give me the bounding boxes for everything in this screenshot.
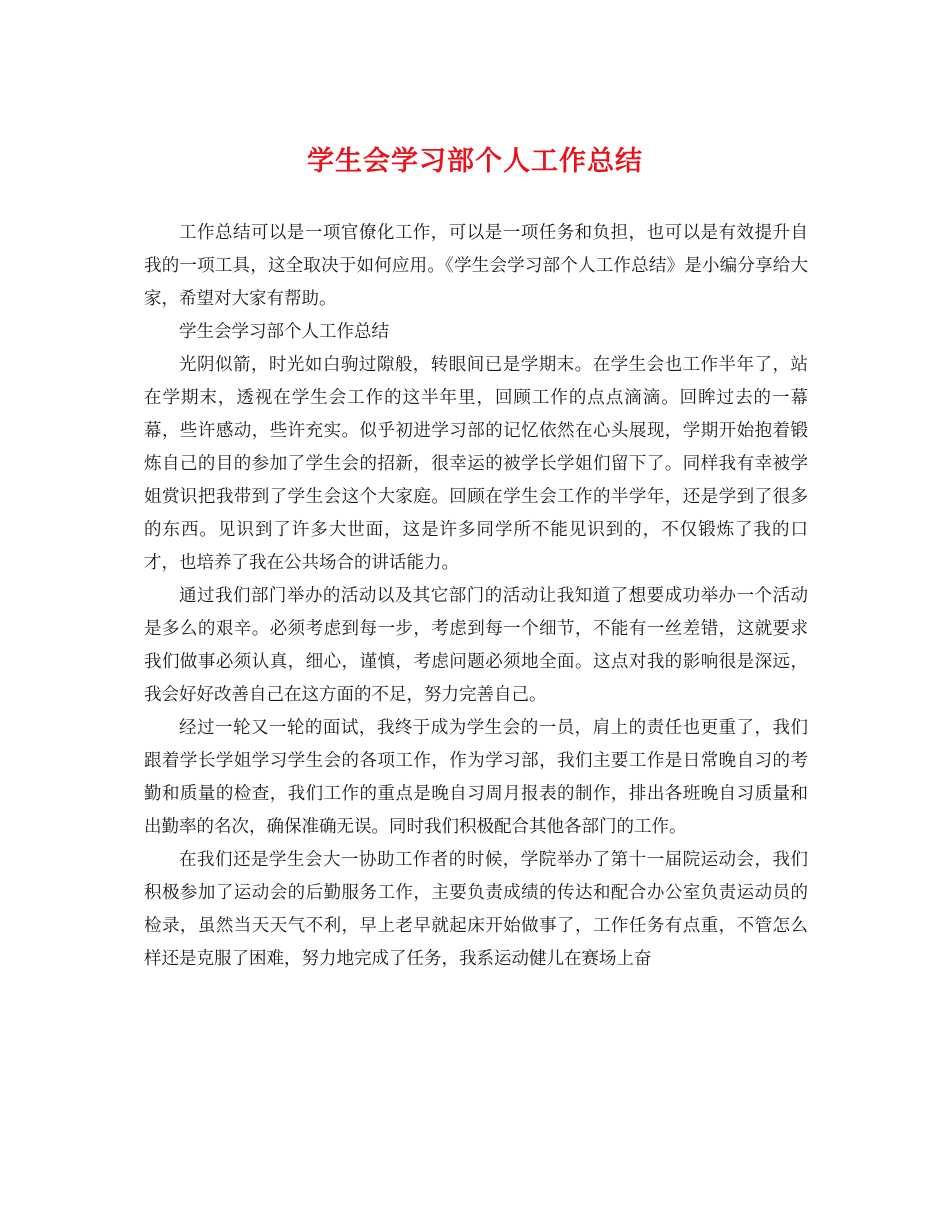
document-title: 学生会学习部个人工作总结 xyxy=(307,146,643,177)
paragraph-subtitle: 学生会学习部个人工作总结 xyxy=(179,322,389,342)
paragraph-sports-meet: 在我们还是学生会大一协助工作者的时候，学院举办了第十一届院运动会，我们积极参加了运动会的后勤服务工作，主要负责成绩的传达和配合办公室负责运动员的检录，虽然当天天气不利，早上老早就起床开始做事了，工作任务有点重，不管怎么样还是克服了困难，努力地完成了任务，我系运动健儿在赛场上奋 xyxy=(144,850,808,969)
paragraph-activities: 通过我们部门举办的活动以及其它部门的活动让我知道了想要成功举办一个活动是多么的艰辛。必须考虑到每一步，考虑到每一个细节，不能有一丝差错，这就要求我们做事必须认真，细心，谨慎，考虑问题必须地全面。这点对我的影响很是深远，我会好好改善自己在这方面的不足，努力完善自己。 xyxy=(144,586,808,705)
document-body xyxy=(144,217,808,976)
paragraph-duties: 经过一轮又一轮的面试，我终于成为学生会的一员，肩上的责任也更重了，我们跟着学长学姐学习学生会的各项工作，作为学习部，我们主要工作是日常晚自习的考勤和质量的检查，我们工作的重点是晚自习周月报表的制作，排出各班晚自习质量和出勤率的名次，确保准确无误。同时我们积极配合其他各部门的工作。 xyxy=(144,718,808,837)
paragraph-intro: 工作总结可以是一项官僚化工作，可以是一项任务和负担，也可以是有效提升自我的一项工具，这全取决于如何应用。《学生会学习部个人工作总结》是小编分享给大家，希望对大家有帮助。 xyxy=(144,223,808,309)
paragraph-review: 光阴似箭，时光如白驹过隙般，转眼间已是学期末。在学生会也工作半年了，站在学期末，透视在学生会工作的这半年里，回顾工作的点点滴滴。回眸过去的一幕幕，些许感动，些许充实。似乎初进学习部的记忆依然在心头展现，学期开始抱着锻炼自己的目的参加了学生会的招新，很幸运的被学长学姐们留下了。同样我有幸被学姐赏识把我带到了学生会这个大家庭。回顾在学生会工作的半学年，还是学到了很多的东西。见识到了许多大世面，这是许多同学所不能见识到的，不仅锻炼了我的口才，也培养了我在公共场合的讲话能力。 xyxy=(144,355,808,573)
